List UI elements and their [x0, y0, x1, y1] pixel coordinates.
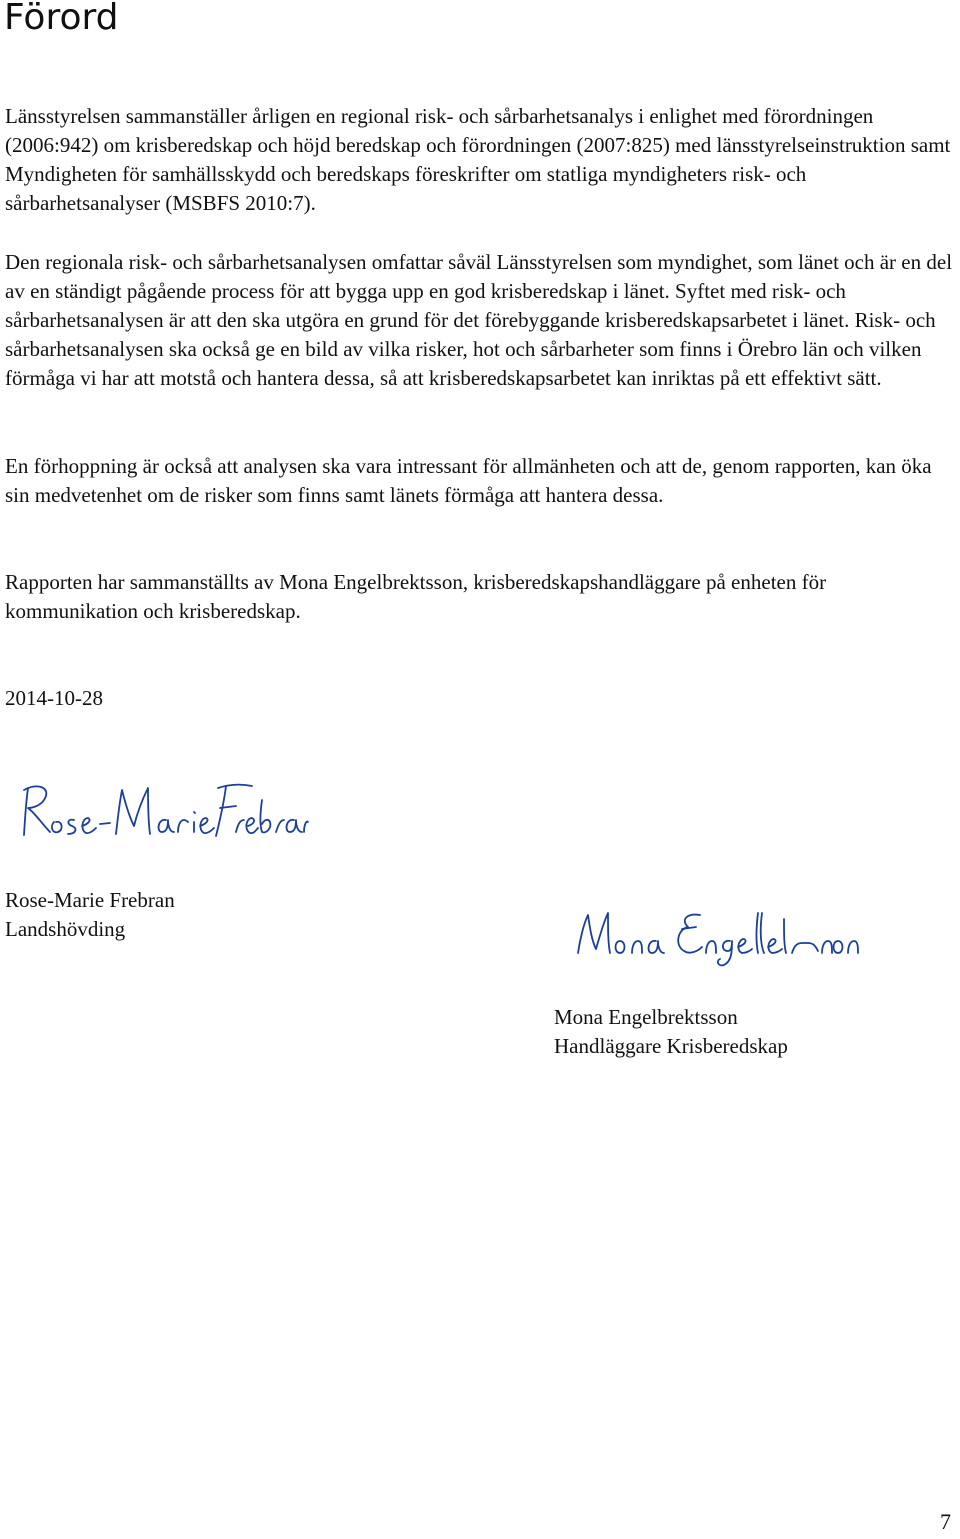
- document-date: 2014-10-28: [5, 686, 103, 710]
- paragraph-author: Rapporten har sammanställts av Mona Engelbrektsson, krisberedskapshandläggare på enheten för kommunikation och krisberedskap.: [5, 570, 827, 623]
- signature-rose-marie-frebran: [20, 780, 310, 842]
- signatory-title: Landshövding: [5, 917, 126, 941]
- paragraph-intro: Länsstyrelsen sammanställer årligen en regional risk- och sårbarhetsanalys i enlighet med förordningen (2006:942) om krisberedskap och höjd beredskap och förordningen (2007:825) med länsstyrelseinstruktion samt Myndigheten för samhällsskydd och beredskaps föreskrifter om statliga myndigheters risk- och sårbarhetsanalyser (MSBFS 2010:7).: [5, 104, 951, 215]
- paragraph-hope: En förhoppning är också att analysen ska vara intressant för allmänheten och att de, genom rapporten, kan öka sin medvetenhet om de risker som finns samt länets förmåga att hantera dessa.: [5, 454, 932, 507]
- page-title: Förord: [4, 0, 119, 38]
- signatory-title: Handläggare Krisberedskap: [554, 1034, 788, 1058]
- signature-mona-engelbrektsson: [570, 905, 860, 967]
- signatory-name: Rose-Marie Frebran: [5, 888, 175, 912]
- signatory-block-1: [5, 886, 175, 944]
- page-number: 7: [940, 1509, 951, 1534]
- paragraph-scope: Den regionala risk- och sårbarhetsanalysen omfattar såväl Länsstyrelsen som myndighet, som länet och är en del av en ständigt pågående process för att bygga upp en god krisberedskap i länet. Syftet med risk- och sårbarhetsanalysen är att den ska utgöra en grund för det förebyggande krisberedskapsarbetet i länet. Risk- och sårbarhetsanalysen ska också ge en bild av vilka risker, hot och sårbarheter som finns i Örebro län och vilken förmåga vi har att motstå och hantera dessa, så att krisberedskapsarbetet kan inriktas på ett effektivt sätt.: [5, 250, 953, 390]
- signatory-block-2: [554, 1003, 788, 1061]
- signatory-name: Mona Engelbrektsson: [554, 1005, 738, 1029]
